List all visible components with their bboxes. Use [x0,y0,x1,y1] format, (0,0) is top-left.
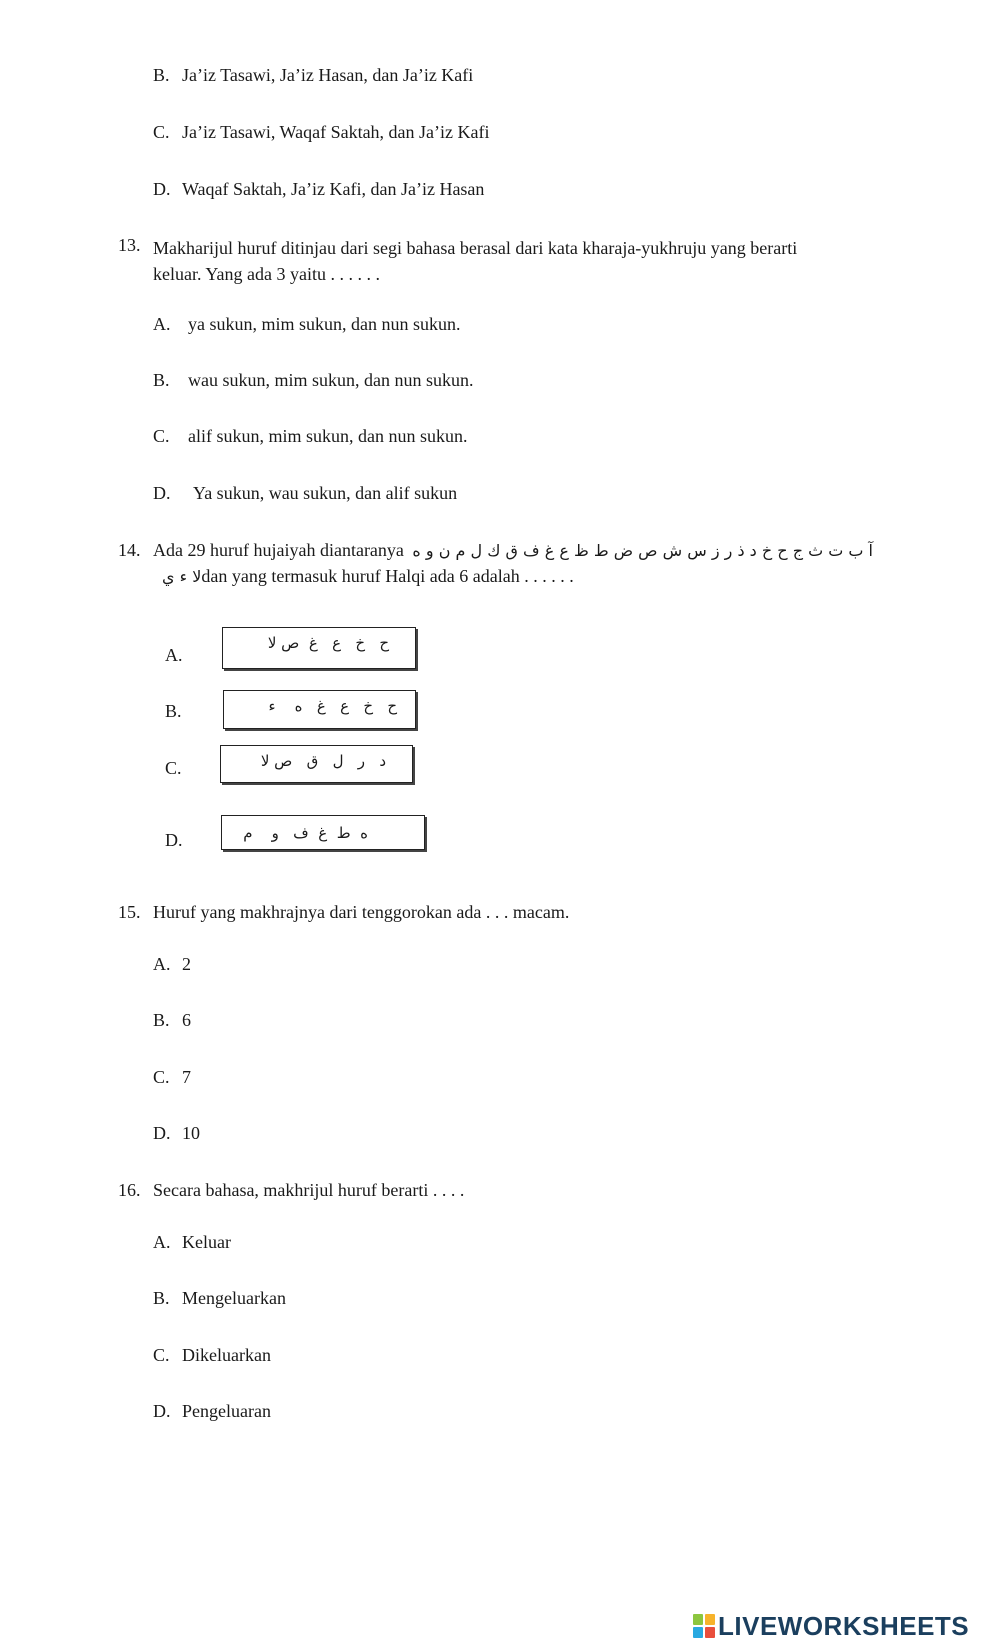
option-text: Pengeluaran [182,1401,271,1421]
option-14-a-box[interactable] [222,627,416,669]
arabic-letters: آ ب ت ث ج ح خ د ذ ر ز س ش ص ض ط ظ ع غ ف ق ك ل م ن و ه [412,541,873,560]
question-number: 13. [118,235,141,255]
option-14-d-letter[interactable]: D. [165,830,183,850]
option-letter: B. [153,1010,170,1030]
option-letter: D. [153,179,171,199]
option-letter: C. [153,426,170,446]
question-number: 16. [118,1180,141,1200]
option-text: Ya sukun, wau sukun, dan alif sukun [193,483,458,503]
option-14-c-letter[interactable]: C. [165,758,182,778]
logo-tile [693,1614,703,1625]
option-text: Ja’iz Tasawi, Waqaf Saktah, dan Ja’iz Kafi [182,122,490,142]
logo-tile [705,1627,715,1638]
option-14-a-letter[interactable]: A. [165,645,183,665]
question-number: 14. [118,540,141,560]
question-text: Ada 29 huruf hujaiyah diantaranya [153,540,404,560]
option-letter: B. [153,370,170,390]
question-text [153,235,873,287]
option-14-b-letter[interactable]: B. [165,701,182,721]
option-text: Mengeluarkan [182,1288,286,1308]
option-text: Waqaf Saktah, Ja’iz Kafi, dan Ja’iz Hasan [182,179,485,199]
logo-tile [705,1614,715,1625]
option-letter: C. [153,122,170,142]
option-letter: C. [153,1067,170,1087]
option-text: Dikeluarkan [182,1345,271,1365]
arabic-letters: د ر ل ق ص لا [260,752,386,770]
option-text: 10 [182,1123,200,1143]
option-text: Keluar [182,1232,231,1252]
option-text: ya sukun, mim sukun, dan nun sukun. [188,314,461,334]
question-number: 15. [118,902,141,922]
option-letter: B. [153,65,170,85]
option-text: 7 [182,1067,191,1087]
option-14-d-box[interactable] [221,815,425,850]
option-letter: D. [153,483,171,503]
question-text: Secara bahasa, makhrijul huruf berarti . . . . [153,1180,465,1200]
brand-name: LIVEWORKSHEETS [718,1610,970,1641]
question-line-1 [153,540,873,561]
logo-tile [693,1627,703,1638]
arabic-letters: ح خ ع غ ص لا [267,634,389,652]
question-line-1: Makharijul huruf ditinjau dari segi bahasa berasal dari kata kharaja-yukhruju yang berarti [153,238,798,258]
question-line-2 [162,566,574,587]
liveworksheets-logo-icon [693,1614,715,1638]
option-text: wau sukun, mim sukun, dan nun sukun. [188,370,474,390]
option-text: Ja’iz Tasawi, Ja’iz Hasan, dan Ja’iz Kafi [182,65,474,85]
question-text: Huruf yang makhrajnya dari tenggorokan ada . . . macam. [153,902,570,922]
option-letter: A. [153,1232,171,1252]
option-letter: A. [153,314,171,334]
option-text: 6 [182,1010,191,1030]
option-letter: C. [153,1345,170,1365]
option-letter: B. [153,1288,170,1308]
liveworksheets-logo[interactable] [693,1611,969,1641]
option-14-c-box[interactable] [220,745,413,783]
question-text: dan yang termasuk huruf Halqi ada 6 adalah . . . . . . [201,566,574,586]
option-letter: D. [153,1123,171,1143]
arabic-letters: ح خ ع غ ه ء [268,697,397,715]
option-14-b-box[interactable] [223,690,416,729]
option-text: alif sukun, mim sukun, dan nun sukun. [188,426,468,446]
arabic-letters: ه ط غ ف و م [243,824,368,842]
option-letter: D. [153,1401,171,1421]
arabic-letters: لا ء ي [162,567,202,586]
question-line-2: keluar. Yang ada 3 yaitu . . . . . . [153,264,380,284]
option-text: 2 [182,954,191,974]
option-letter: A. [153,954,171,974]
